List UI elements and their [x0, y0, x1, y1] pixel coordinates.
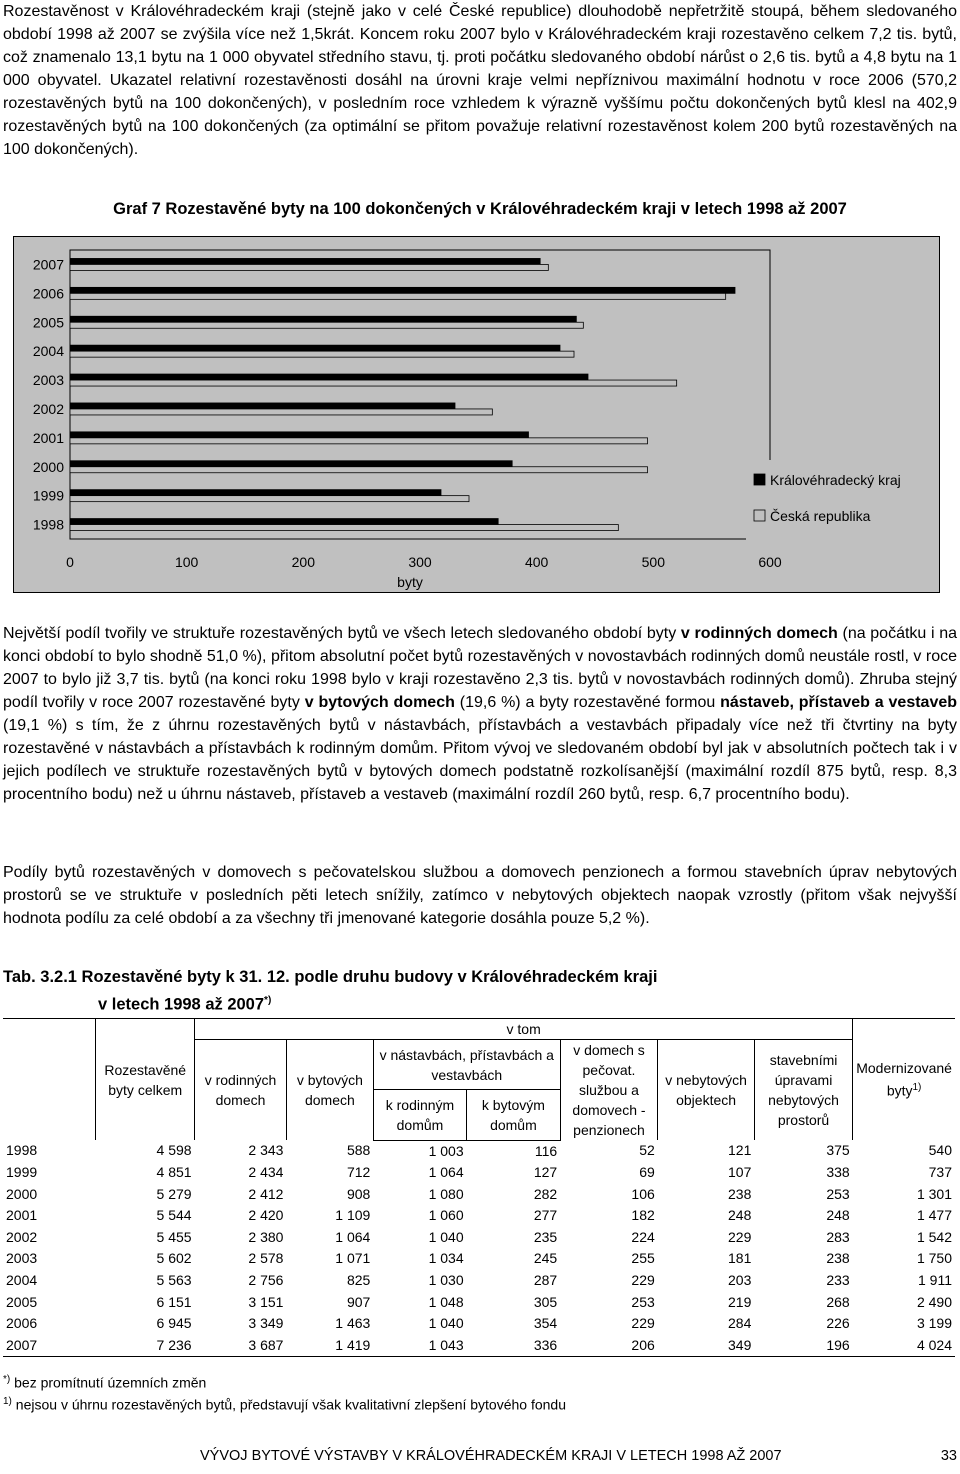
- para2-bold-nastavby: nástaveb, přístaveb a vestaveb: [720, 694, 958, 711]
- table-cell: 106: [631, 1185, 655, 1202]
- para2-t4: (19,1 %) s tím, že z úhrnu rozestavěných bytů v nástavbách, přístavbách a vestavbách připadaly více než tři čtvrtiny na byty rozestavěné v nástavbách a přístavbách k rodinným domům. Přitom vývoj ve sledovaném období byl jak v absolutních počtech tak i v jejich podílech ve struktuře rozestavěných bytů v bytových domech podstatně rozkolísanější (maximální rozdíl 875 bytů, resp. 8,3 procentního bodu) než u úhrnu nástaveb, přístaveb a vestaveb (maximální rozdíl 260 bytů, resp. 6,7 procentního bodu).: [3, 717, 957, 803]
- y-tick-label: 2002: [32, 400, 64, 417]
- footnote-1-mark: *): [3, 1374, 11, 1385]
- table-cell: 3 687: [195, 1335, 287, 1357]
- row-year: 2003: [6, 1250, 38, 1267]
- bar-cr: [70, 264, 548, 270]
- table-cell: 825: [346, 1272, 371, 1289]
- y-tick-label: 2000: [32, 458, 64, 475]
- table-cell: 1 071: [335, 1250, 371, 1267]
- legend-label: Královéhradecký kraj: [770, 472, 901, 488]
- table-cell: 196: [754, 1335, 852, 1357]
- header-stavebni-upravy: stavebními úpravami nebytových prostorů: [754, 1040, 852, 1141]
- table-cell: 7 236: [96, 1335, 195, 1357]
- table-cell: 6 151: [156, 1293, 192, 1310]
- bar-cr: [70, 380, 677, 386]
- table-cell: 219: [728, 1293, 752, 1310]
- table-row: [3, 1184, 955, 1206]
- row-year: 2007: [3, 1335, 96, 1357]
- table-cell: 206: [560, 1335, 658, 1357]
- bar-kraj: [70, 490, 441, 496]
- x-tick-label: 600: [758, 554, 782, 570]
- table-cell: 229: [631, 1272, 655, 1289]
- para2-bold-rodinne-domy: v rodinných domech: [680, 625, 838, 642]
- y-tick-label: 2006: [32, 285, 64, 302]
- table-cell: 226: [826, 1315, 850, 1332]
- row-year: 2001: [6, 1207, 38, 1224]
- table-cell: 3 349: [248, 1315, 284, 1332]
- table-cell: 540: [928, 1142, 952, 1159]
- legend-swatch: [754, 510, 765, 521]
- table-title-line1: Tab. 3.2.1 Rozestavěné byty k 31. 12. podle druhu budovy v Královéhradeckém kraji: [3, 968, 658, 986]
- table-cell: 908: [346, 1185, 371, 1202]
- table-title-line2-text: v letech 1998 až 2007: [98, 995, 265, 1014]
- table-cell: 1 034: [428, 1250, 464, 1267]
- bar-cr: [70, 467, 648, 473]
- paragraph-rozestavenost: Rozestavěnost v Královéhradeckém kraji (stejně jako v celé České republice) dlouhodobě nepřetržitě stoupá, během sledovaného období 1998 až 2007 se zvýšila více než 1,5krát. Koncem roku 2007 bylo v Královéhradeckém kraji rozestavěno celkem 7,2 tis. bytů, což znamenalo 13,1 bytu na 1 000 obyvatel středního stavu, tj. proti počátku sledovaného období nárůst o 2,6 tis. bytů a 4,8 bytu na 1 000 obyvatel. Ukazatel relativní rozestavěnosti dosáhl na úrovni kraje velmi nepříznivou maximální hodnotu v roce 2006 (570,2 rozestavěných bytů na 100 dokončených), v posledním roce vzhledem k výrazně vyššímu počtu dokončených bytů klesl na 402,9 rozestavěných bytů na 100 dokončených (za optimální se přitom považuje relativní rozestavěnost kolem 200 bytů rozestavěných na 100 dokončených).: [3, 3, 957, 158]
- table-row: [3, 1335, 955, 1357]
- bar-kraj: [70, 374, 588, 380]
- bar-cr: [70, 496, 469, 502]
- table-cell: 2 412: [248, 1185, 284, 1202]
- table-cell: 1 040: [428, 1228, 464, 1245]
- x-tick-label: 400: [524, 554, 549, 570]
- header-modernized: [853, 1019, 955, 1141]
- row-year: 1999: [6, 1164, 38, 1181]
- table-cell: 224: [631, 1228, 655, 1245]
- table-cell: 127: [533, 1164, 558, 1181]
- table-cell: 338: [826, 1164, 850, 1181]
- bar-cr: [70, 293, 726, 299]
- footnote-2: [3, 1396, 566, 1413]
- table-cell: 248: [826, 1207, 850, 1224]
- table-cell: 4 851: [156, 1164, 192, 1181]
- header-nebytove: v nebytových objektech: [658, 1040, 755, 1141]
- table-cell: 69: [639, 1164, 655, 1181]
- table-cell: 336: [467, 1335, 561, 1357]
- bar-kraj: [70, 461, 512, 467]
- x-tick-label: 0: [66, 554, 74, 570]
- table-cell: 588: [346, 1142, 371, 1159]
- table-cell: 229: [631, 1315, 655, 1332]
- header-k-rodinnym: k rodinným domům: [373, 1090, 466, 1140]
- bar-cr: [70, 438, 648, 444]
- table-cell: 253: [826, 1185, 850, 1202]
- header-pecovatelske: v domech s pečovat. službou a domovech - penzionech: [560, 1040, 658, 1141]
- bar-kraj: [70, 316, 576, 322]
- table-cell: 1 477: [916, 1207, 952, 1224]
- table-cell: 305: [533, 1293, 558, 1310]
- table-cell: 1 419: [286, 1335, 373, 1357]
- table-cell: 2 343: [248, 1142, 284, 1159]
- y-tick-label: 1999: [32, 487, 64, 504]
- table-cell: 229: [728, 1228, 752, 1245]
- bar-chart: [13, 236, 940, 593]
- header-total: Rozestavěné byty celkem: [96, 1019, 195, 1141]
- table-row: [3, 1313, 955, 1335]
- table-cell: 907: [346, 1293, 371, 1310]
- table-cell: 245: [533, 1250, 558, 1267]
- table-cell: 5 563: [156, 1272, 192, 1289]
- table-cell: 2 420: [248, 1207, 284, 1224]
- row-year: 1998: [6, 1142, 38, 1159]
- header-vtom: v tom: [195, 1019, 853, 1040]
- bar-cr: [70, 351, 574, 357]
- table-cell: 4 598: [156, 1142, 192, 1159]
- table-cell: 1 040: [428, 1315, 464, 1332]
- table-cell: 107: [728, 1164, 752, 1181]
- table-cell: 1 911: [918, 1272, 952, 1289]
- y-tick-label: 1998: [32, 516, 64, 533]
- table-cell: 2 578: [248, 1250, 284, 1267]
- table-cell: 287: [533, 1272, 558, 1289]
- x-tick-label: 200: [291, 554, 316, 570]
- table-cell: 248: [728, 1207, 752, 1224]
- table-cell: 3 199: [916, 1315, 952, 1332]
- table-cell: 2 380: [248, 1228, 284, 1245]
- table-cell: 203: [728, 1272, 752, 1289]
- para2-t1: Největší podíl tvořily ve struktuře rozestavěných bytů ve všech letech sledovaného období byty: [3, 625, 681, 642]
- table-row: [3, 1292, 955, 1314]
- table-cell: 1 060: [428, 1207, 464, 1224]
- x-tick-label: 100: [174, 554, 199, 570]
- page-number: 33: [940, 1448, 957, 1464]
- table-cell: 182: [631, 1207, 655, 1224]
- table-cell: 181: [728, 1250, 752, 1267]
- bar-cr: [70, 322, 583, 328]
- chart-title: Graf 7 Rozestavěné byty na 100 dokončených v Královéhradeckém kraji v letech 1998 až 2007: [113, 200, 847, 218]
- footer-title: VÝVOJ BYTOVÉ VÝSTAVBY V KRÁLOVÉHRADECKÉM KRAJI V LETECH 1998 AŽ 2007: [200, 1448, 782, 1464]
- paragraph-struktura: [3, 622, 957, 806]
- table-cell: 5 544: [156, 1207, 192, 1224]
- table-cell: 4 024: [853, 1335, 955, 1357]
- bar-kraj: [70, 258, 540, 264]
- paragraph-podily: Podíly bytů rozestavěných v domovech s pečovatelskou službou a domovech penzionech a formou stavebních úprav nebytových prostorů se ve struktuře v posledních pěti letech snížily, zatímco v nebytových objektech naopak vzrostly (přitom však nejvyšší hodnota podílu za celé období a za všechny tři jmenované kategorie dosáhla pouze 5,2 %).: [3, 864, 957, 927]
- table-cell: 2 756: [248, 1272, 284, 1289]
- bar-kraj: [70, 345, 560, 351]
- table-cell: 1 301: [916, 1185, 952, 1202]
- footnote-1: [3, 1374, 206, 1391]
- table-title-sup: *): [264, 995, 272, 1006]
- legend-swatch: [754, 474, 765, 485]
- bar-kraj: [70, 519, 498, 525]
- header-bytove: v bytových domech: [286, 1040, 373, 1141]
- header-k-bytovym: k bytovým domům: [467, 1090, 561, 1140]
- footnote-2-mark: 1): [3, 1396, 12, 1407]
- table-cell: 1 064: [428, 1164, 464, 1181]
- row-year: 2004: [6, 1272, 38, 1289]
- bar-kraj: [70, 287, 735, 293]
- row-year: 2006: [6, 1315, 38, 1332]
- table-cell: 1 109: [335, 1207, 371, 1224]
- bar-kraj: [70, 403, 455, 409]
- legend-label: Česká republika: [770, 508, 871, 524]
- para2-t2: (na počátku i na konci období to bylo shodně 51,0 %), přitom absolutní počet bytů rozestavěných v novostavbách rodinných domů neustále rostl, v roce 2007 to bylo již 3,7 tis. bytů (na konci roku 1998 bylo v kraji rozestavěno 2,3 tis. bytů v novostavbách rodinných domů). Zhruba stejný podíl tvořily v roce 2007 rozestavěné byty: [3, 625, 958, 711]
- table-cell: 1 003: [428, 1142, 464, 1159]
- footnote-2-text: nejsou v úhrnu rozestavěných bytů, představují však kvalitativní zlepšení bytového fondu: [15, 1396, 567, 1413]
- table-title-line2: [3, 989, 657, 1017]
- header-modernized-text: Modernizované byty: [856, 1060, 952, 1099]
- table-cell: 1 043: [373, 1335, 466, 1357]
- header-year: [3, 1019, 96, 1141]
- table-cell: 253: [631, 1293, 655, 1310]
- table-cell: 375: [826, 1142, 850, 1159]
- data-table: [3, 1018, 955, 1357]
- table-cell: 268: [826, 1293, 850, 1310]
- table-cell: 283: [826, 1228, 850, 1245]
- x-axis-label: byty: [397, 574, 423, 590]
- table-cell: 2 490: [916, 1293, 952, 1310]
- table-cell: 52: [639, 1142, 655, 1159]
- bar-cr: [70, 409, 492, 415]
- table-cell: 2 434: [248, 1164, 284, 1181]
- table-cell: 255: [631, 1250, 655, 1267]
- table-cell: 284: [728, 1315, 752, 1332]
- table-title: [3, 966, 657, 1017]
- table-cell: 1 064: [335, 1228, 371, 1245]
- header-modernized-sup: 1): [912, 1082, 922, 1094]
- para2-bold-bytove-domy: v bytových domech: [304, 694, 455, 711]
- table-row: [3, 1248, 955, 1270]
- table-cell: 1 080: [428, 1185, 464, 1202]
- table-cell: 116: [534, 1142, 558, 1159]
- x-tick-label: 500: [641, 554, 666, 570]
- table-cell: 5 455: [156, 1228, 192, 1245]
- table-cell: 235: [533, 1228, 558, 1245]
- table-cell: 1 750: [916, 1250, 952, 1267]
- x-tick-label: 300: [408, 554, 432, 570]
- y-tick-label: 2004: [32, 343, 64, 360]
- table-cell: 238: [728, 1185, 752, 1202]
- y-tick-label: 2003: [32, 372, 64, 389]
- table-row: [3, 1205, 955, 1227]
- table-body: [3, 1140, 955, 1357]
- bar-cr: [70, 525, 618, 531]
- table-row: [3, 1140, 955, 1162]
- table-cell: 277: [533, 1207, 558, 1224]
- table-cell: 1 542: [916, 1228, 952, 1245]
- y-tick-label: 2005: [32, 314, 64, 331]
- table-cell: 5 602: [156, 1250, 192, 1267]
- table-cell: 3 151: [248, 1293, 284, 1310]
- table-cell: 712: [346, 1164, 371, 1181]
- header-nastavby: v nástavbách, přístavbách a vestavbách: [373, 1040, 560, 1090]
- para2-t3: (19,6 %) a byty rozestavěné formou: [454, 694, 721, 711]
- table-cell: 282: [533, 1185, 558, 1202]
- table-cell: 233: [826, 1272, 850, 1289]
- table-cell: 354: [533, 1315, 558, 1332]
- table-cell: 349: [658, 1335, 755, 1357]
- table-row: [3, 1227, 955, 1249]
- table-cell: 1 463: [335, 1315, 371, 1332]
- header-rodinne: v rodinných domech: [195, 1040, 287, 1141]
- table-cell: 6 945: [156, 1315, 192, 1332]
- table-row: [3, 1270, 955, 1292]
- row-year: 2005: [6, 1293, 38, 1310]
- y-tick-label: 2001: [32, 429, 64, 446]
- bar-kraj: [70, 432, 529, 438]
- table-cell: 1 048: [428, 1293, 464, 1310]
- table-cell: 5 279: [156, 1185, 192, 1202]
- table-row: [3, 1162, 955, 1184]
- table-cell: 238: [826, 1250, 850, 1267]
- footnote-1-text: bez promítnutí územních změn: [14, 1374, 207, 1391]
- table-cell: 1 030: [428, 1272, 464, 1289]
- table-cell: 737: [928, 1164, 952, 1181]
- table-cell: 121: [728, 1142, 752, 1159]
- y-tick-label: 2007: [32, 256, 64, 273]
- row-year: 2000: [6, 1185, 38, 1202]
- row-year: 2002: [6, 1228, 38, 1245]
